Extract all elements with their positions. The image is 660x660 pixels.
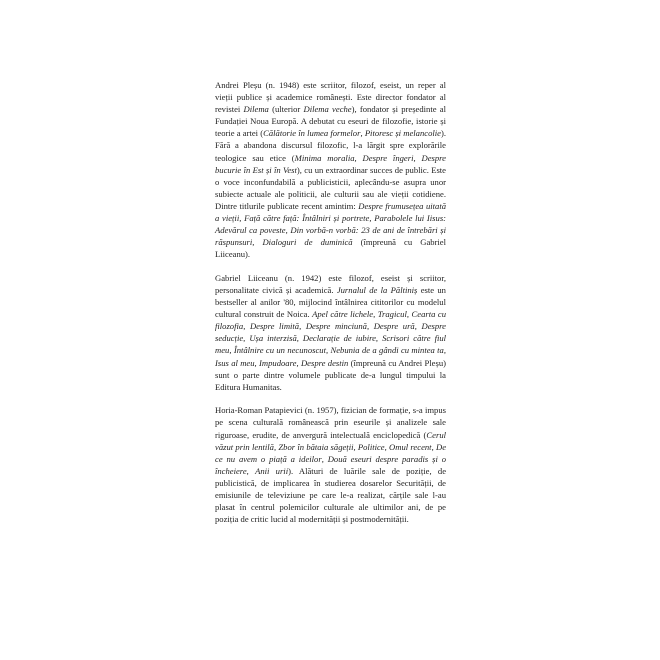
- text-segment: ,: [353, 441, 358, 452]
- author-biographies: [215, 79, 446, 525]
- text-segment: ). Alături de luările sale de poziție, de publicistică, de implicarea în studierea dosarelor Securității, de emisiunile de televiziune pe care le-a realizat, cărțile sale l-au plasat în centrul polemicilor culturale ale ultimilor ani, de pe poziția de critic lucid al modernității și postmodernității.: [215, 465, 447, 525]
- text-segment: ,: [254, 357, 260, 368]
- text-segment: ,: [321, 453, 328, 464]
- book-title: Impudoare: [259, 357, 297, 368]
- book-title: Două eseuri despre paradis și o încheiere: [215, 453, 447, 476]
- text-segment: ,: [252, 237, 263, 248]
- text-segment: Gabriel Liiceanu (n. 1942) este filozof, eseist și scriitor, personalitate civică și academică.: [215, 272, 446, 295]
- text-segment: ,: [243, 321, 250, 332]
- text-segment: este un bestseller al anilor '80, mijlocind întâlnirea cititorilor cu modelul cultural construit de Noica.: [215, 285, 446, 320]
- text-segment: ,: [296, 357, 301, 368]
- text-segment: ,: [299, 321, 306, 332]
- text-segment: ,: [354, 152, 363, 163]
- book-title: Întâlnire cu un necunoscut: [233, 345, 326, 356]
- book-title: Dilema veche: [303, 104, 352, 115]
- book-title: Omul recent: [389, 441, 432, 452]
- text-segment: ,: [243, 333, 250, 344]
- book-title: Anii urii: [255, 465, 289, 476]
- text-segment: ,: [296, 333, 303, 344]
- book-title: Tragicul: [377, 309, 407, 320]
- book-title: Despre minciună: [305, 321, 367, 332]
- text-segment: ), fondator și președinte al Fundației Noua Europă. A debutat cu eseuri de filozofie, istorie și teorie a artei (: [215, 104, 446, 139]
- book-title: Despre bucurie în Est și în Vest: [215, 152, 447, 175]
- text-segment: ,: [406, 309, 412, 320]
- book-title: Parabolele lui Iisus: Adevărul ca poveste: [215, 213, 447, 236]
- text-segment: ,: [285, 225, 291, 236]
- text-segment: ,: [229, 345, 234, 356]
- book-title: Dilema: [243, 104, 269, 115]
- book-title: Despre seducție: [215, 321, 446, 344]
- text-segment: ,: [443, 345, 446, 356]
- text-segment: ,: [373, 309, 378, 320]
- book-title: Politice: [357, 441, 385, 452]
- book-title: Declarație de iubire: [302, 333, 376, 344]
- book-title: Dialoguri de duminică: [262, 237, 353, 248]
- text-segment: (ulterior: [268, 104, 304, 115]
- book-title: Isus al meu: [215, 357, 255, 368]
- text-segment: ,: [431, 441, 436, 452]
- book-title: Nebunia de a gândi cu mintea ta: [330, 345, 444, 356]
- book-title: Minima moralia: [294, 152, 355, 163]
- text-segment: ,: [375, 333, 383, 344]
- text-segment: ,: [239, 213, 245, 224]
- book-title: Cerul văzut prin lentilă: [215, 429, 446, 452]
- text-segment: (împreună cu Gabriel Liiceanu).: [215, 237, 447, 260]
- book-title: Despre ură: [373, 321, 415, 332]
- text-segment: ,: [384, 441, 390, 452]
- text-segment: ,: [273, 441, 279, 452]
- book-title: Scrisori către fiul meu: [215, 333, 447, 356]
- book-title: Cearta cu filozofia: [215, 309, 447, 332]
- biography-andrei-plesu: [215, 79, 446, 260]
- text-segment: Horia-Roman Patapievici (n. 1957), fizician de formație, s-a impus pe scena culturală românească prin eseurile și analizele sale riguroase, erudite, de anvergură intelectuală enciclopedică (: [215, 405, 446, 440]
- text-segment: ,: [369, 213, 375, 224]
- book-title: Călătorie în lumea formelor: [263, 128, 361, 139]
- text-segment: ,: [414, 321, 422, 332]
- biography-horia-roman-patapievici: [215, 404, 446, 525]
- text-segment: ,: [366, 321, 374, 332]
- text-segment: ,: [360, 128, 365, 139]
- text-segment: ,: [413, 152, 422, 163]
- book-title: Apel către lichele: [312, 309, 374, 320]
- book-title: Jurnalul de la Păltiniș: [336, 285, 418, 295]
- book-title: Ușa interzisă: [249, 333, 297, 344]
- text-segment: ,: [325, 345, 331, 356]
- text-segment: (împreună cu Andrei Pleșu) sunt o parte dintre volumele publicate de-a lungul timpului la Editura Humanitas.: [215, 357, 446, 392]
- book-title: Despre destin: [300, 357, 349, 368]
- text-segment: ). Fără a abandona discursul filozofic, l-a lărgit spre explorările teologice sau etice (: [215, 128, 446, 163]
- text-segment: Andrei Pleșu (n. 1948) este scriitor, filozof, eseist, un reper al vieții publice și academice românești. Este director fondator al revistei: [215, 80, 446, 115]
- book-title: Despre frumusețea uitată a vieții: [215, 200, 447, 224]
- biography-gabriel-liiceanu: [215, 272, 446, 393]
- book-title: De ce nu avem o piață a ideilor: [215, 441, 447, 464]
- book-title: Despre îngeri: [362, 152, 414, 163]
- book-title: Despre limită: [249, 321, 300, 332]
- book-title: Zbor în bătaia săgeții: [278, 441, 354, 452]
- book-title: Față către față: Întâlniri și portrete: [244, 213, 370, 224]
- book-title: Din vorbă-n vorbă: 23 de ani de întrebări și răspunsuri: [215, 225, 447, 248]
- text-segment: ), cu un extraordinar succes de public. Este o voce inconfundabilă a publicisticii, aplecându-se asupra unor subiecte actuale ale politicii, ale culturii sau ale vieții cotidiene. Dintre titlurile publicate recent amintim:: [215, 164, 446, 211]
- text-segment: ,: [246, 465, 256, 476]
- book-title: Pitoresc și melancolie: [364, 128, 441, 139]
